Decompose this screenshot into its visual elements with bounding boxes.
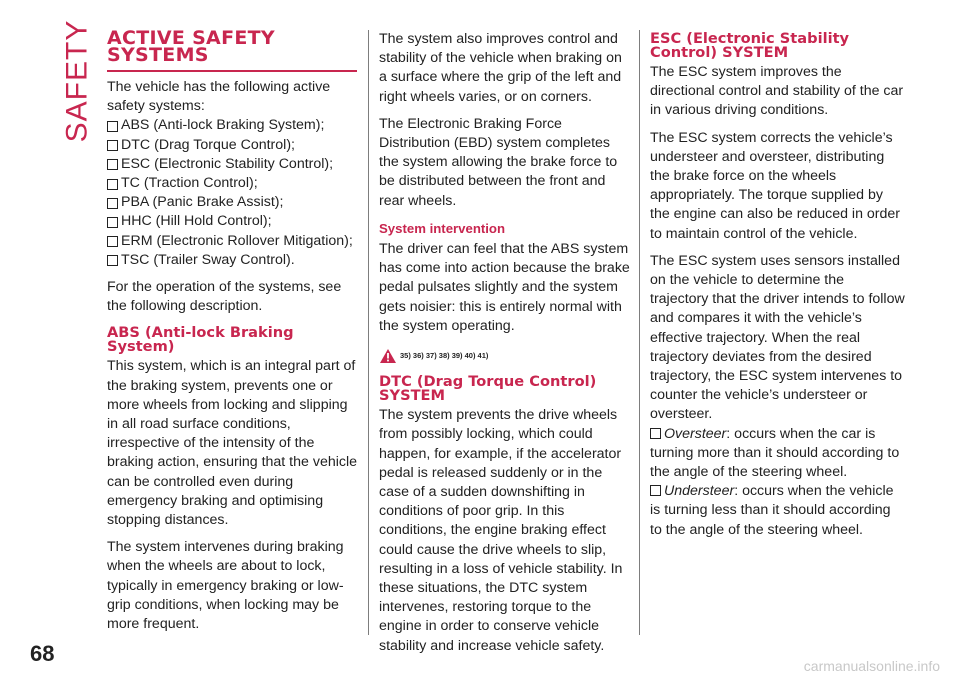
- esc-paragraph-3: The ESC system uses sensors installed on the vehicle to determine the trajectory that the driver intends to follow and compares it with the vehicle’s effective trajectory. When the real trajectory deviates from the desired trajectory, the ESC system intervenes to counter the vehicle’s understeer or oversteer.: [650, 252, 905, 423]
- column-divider: [368, 30, 369, 635]
- oversteer-text: : occurs when the car is turning more than it should according to the angle of the steering wheel.: [650, 425, 900, 481]
- ebd-paragraph: The Electronic Braking Force Distribution (EBD) system completes the system allowing the brake force to be distributed between the front and rear wheels.: [379, 115, 618, 209]
- warning-refs-text: 35) 36) 37) 38) 39) 40) 41): [400, 351, 489, 361]
- operation-text: For the operation of the systems, see the following description.: [107, 279, 342, 315]
- intervention-heading: System intervention: [379, 220, 506, 236]
- checkbox-bullet-icon: [107, 236, 118, 247]
- dtc-heading: DTC (Drag Torque Control) SYSTEM: [379, 373, 597, 404]
- list-item: HHC (Hill Hold Control);: [107, 212, 357, 231]
- checkbox-bullet-icon: [107, 255, 118, 266]
- column-divider: [639, 30, 640, 635]
- checkbox-bullet-icon: [107, 198, 118, 209]
- section-tab: [50, 19, 94, 143]
- abs-paragraph-2: The system intervenes during braking when the wheels are about to lock, typically in emergency braking or low-grip conditions, when locking may be more frequent.: [107, 539, 344, 633]
- page-number: 68: [30, 641, 55, 666]
- checkbox-bullet-icon: [107, 159, 118, 170]
- warning-references: [379, 346, 631, 365]
- intro-text: The vehicle has the following active safety systems:: [107, 79, 331, 115]
- section-tab-label: SAFETY: [60, 19, 94, 143]
- understeer-item: [650, 482, 906, 540]
- column-1: [107, 27, 358, 642]
- list-item: ERM (Electronic Rollover Mitigation);: [107, 232, 357, 251]
- systems-list: [107, 116, 357, 270]
- esc-paragraph-2: The ESC system corrects the vehicle’s understeer and oversteer, distributing the brake force on the wheels appropriately. The torque supplied by the engine can also be reduced in order to maintain control of the vehicle.: [650, 129, 901, 242]
- list-item: ESC (Electronic Stability Control);: [107, 155, 357, 174]
- checkbox-bullet-icon: [107, 140, 118, 151]
- abs-paragraph-3: The system also improves control and stability of the vehicle when braking on a surface where the grip of the left and right wheels varies, or on corners.: [379, 31, 622, 105]
- list-item: TSC (Trailer Sway Control).: [107, 251, 357, 270]
- oversteer-item: [650, 425, 906, 483]
- list-item: ABS (Anti-lock Braking System);: [107, 116, 357, 135]
- list-item: TC (Traction Control);: [107, 174, 357, 193]
- esc-paragraph-1: The ESC system improves the directional control and stability of the car in various driving conditions.: [650, 64, 904, 119]
- esc-heading: ESC (Electronic Stability Control) SYSTEM: [650, 30, 850, 61]
- checkbox-bullet-icon: [650, 428, 661, 439]
- checkbox-bullet-icon: [107, 179, 118, 190]
- oversteer-term: Oversteer: [664, 425, 727, 442]
- list-item: DTC (Drag Torque Control);: [107, 136, 357, 155]
- page-title: ACTIVE SAFETY SYSTEMS: [107, 30, 357, 72]
- intervention-paragraph: The driver can feel that the ABS system has come into action because the brake pedal pulsates slightly and the system gets noisier: this is entirely normal with the system operating.: [379, 241, 630, 334]
- checkbox-bullet-icon: [107, 217, 118, 228]
- watermark: carmanualsonline.info: [803, 658, 940, 674]
- abs-paragraph-1: This system, which is an integral part of the braking system, prevents one or more wheels from locking and slipping in all road surface conditions, irrespective of the intensity of the braking action, ensuring that the vehicle can be controlled even during emergency braking and optimising stopping distances.: [107, 358, 358, 529]
- understeer-text: : occurs when the vehicle is turning less than it should according to the angle of the steering wheel.: [650, 483, 894, 538]
- dtc-paragraph: The system prevents the drive wheels from possibly locking, which could happen, for example, if the accelerator pedal is released suddenly or in the case of a sudden downshifting in conditions of poor grip. In this conditions, the engine braking effect could cause the drive wheels to slip, resulting in a loss of vehicle stability. In these situations, the DTC system intervenes, restoring torque to the engine in order to conserve vehicle stability and increase vehicle safety.: [379, 407, 623, 654]
- list-item: PBA (Panic Brake Assist);: [107, 193, 357, 212]
- checkbox-bullet-icon: [107, 121, 118, 132]
- warning-triangle-icon: [379, 348, 397, 364]
- column-2: [379, 30, 631, 664]
- checkbox-bullet-icon: [650, 485, 661, 496]
- abs-heading: ABS (Anti-lock Braking System): [107, 324, 294, 355]
- understeer-term: Understeer: [664, 483, 735, 500]
- column-3: [650, 30, 906, 540]
